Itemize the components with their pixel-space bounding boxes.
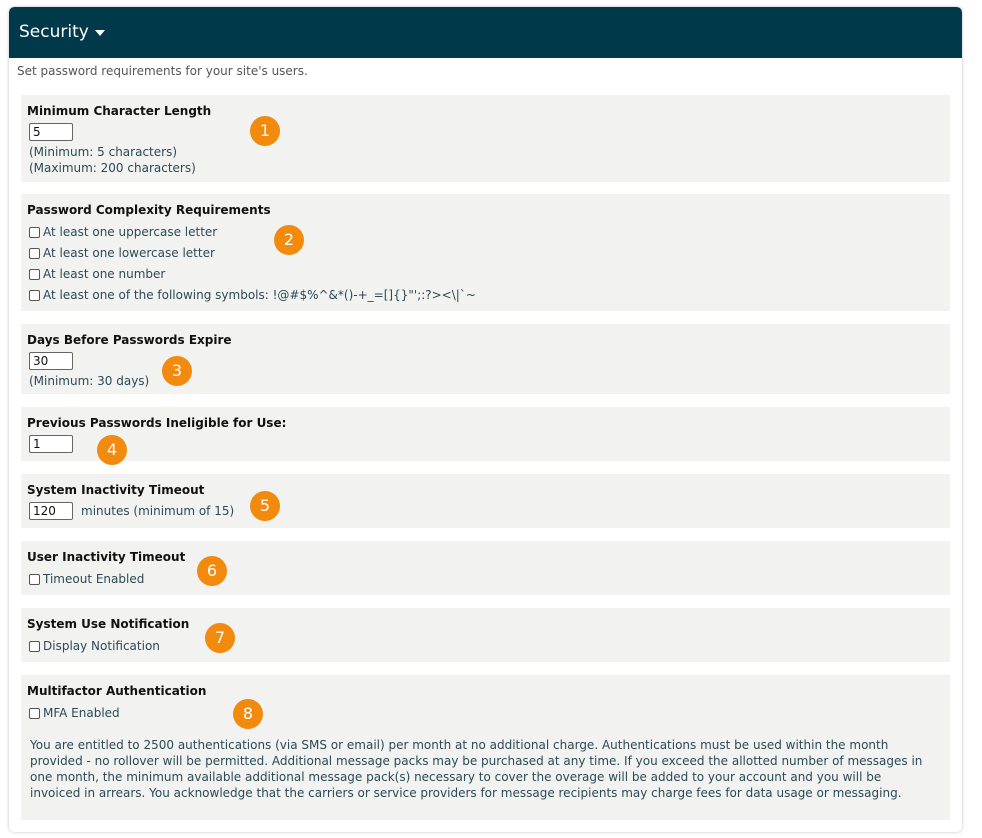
expire-days-input[interactable] bbox=[29, 352, 73, 370]
checkbox-number[interactable] bbox=[29, 267, 165, 281]
expire-label: Days Before Passwords Expire bbox=[27, 333, 232, 347]
checkbox-box[interactable] bbox=[29, 269, 40, 280]
checkbox-box[interactable] bbox=[29, 574, 40, 585]
step-badge-3: 3 bbox=[162, 356, 192, 386]
section-expire bbox=[21, 324, 950, 394]
mfa-description: You are entitled to 2500 authentications (via SMS or email) per month at no additional charge. Authentications must be used within the month provided - no rollover will be permitted. Additional message packs may be purchased at any time. If you exceed the allotted number of messages in one month, the minimum available additional message pack(s) necessary to cover the overage will be added to your account and you will be invoiced in arrears. You acknowledge that the carriers or service providers for message recipients may charge fees for data usage or messaging. bbox=[30, 738, 923, 800]
page-title: Security bbox=[19, 22, 89, 42]
checkbox-timeout-enabled[interactable] bbox=[29, 572, 144, 586]
checkbox-symbol-label: At least one of the following symbols: !@#$%^&*()-+_=[]{}"';:?><\|`~ bbox=[43, 288, 476, 302]
previous-passwords-input[interactable] bbox=[29, 435, 73, 453]
checkbox-box[interactable] bbox=[29, 290, 40, 301]
step-badge-8: 8 bbox=[233, 699, 263, 729]
security-dropdown[interactable] bbox=[19, 22, 105, 42]
notification-label: System Use Notification bbox=[27, 617, 190, 631]
system-timeout-suffix: minutes (minimum of 15) bbox=[81, 504, 235, 518]
checkbox-box[interactable] bbox=[29, 641, 40, 652]
page-subtitle: Set password requirements for your site's users. bbox=[17, 64, 308, 78]
min-length-input[interactable] bbox=[29, 123, 73, 141]
checkbox-uppercase[interactable] bbox=[29, 225, 217, 239]
step-badge-2: 2 bbox=[274, 225, 304, 255]
mfa-label: Multifactor Authentication bbox=[27, 684, 207, 698]
previous-label: Previous Passwords Ineligible for Use: bbox=[27, 416, 287, 430]
checkbox-lowercase[interactable] bbox=[29, 246, 215, 260]
min-length-label: Minimum Character Length bbox=[27, 104, 212, 118]
complexity-label: Password Complexity Requirements bbox=[27, 203, 271, 217]
caret-down-icon bbox=[95, 30, 105, 36]
section-previous bbox=[21, 407, 950, 461]
checkbox-symbol[interactable] bbox=[29, 288, 476, 302]
checkbox-display-notification-label: Display Notification bbox=[43, 639, 160, 653]
user-timeout-label: User Inactivity Timeout bbox=[27, 550, 186, 564]
section-user-timeout bbox=[21, 541, 950, 595]
section-system-timeout bbox=[21, 474, 950, 528]
checkbox-number-label: At least one number bbox=[43, 267, 166, 281]
section-notification bbox=[21, 608, 950, 662]
expire-hint: (Minimum: 30 days) bbox=[29, 374, 150, 388]
checkbox-box[interactable] bbox=[29, 248, 40, 259]
section-min-length bbox=[21, 95, 950, 182]
security-panel bbox=[9, 7, 962, 832]
section-complexity bbox=[21, 194, 950, 311]
system-timeout-input[interactable] bbox=[29, 502, 73, 520]
min-length-hint-max: (Maximum: 200 characters) bbox=[29, 161, 196, 175]
checkbox-lowercase-label: At least one lowercase letter bbox=[43, 246, 215, 260]
checkbox-display-notification[interactable] bbox=[29, 639, 160, 653]
panel-header bbox=[9, 7, 962, 58]
section-mfa bbox=[21, 675, 950, 820]
checkbox-uppercase-label: At least one uppercase letter bbox=[43, 225, 218, 239]
system-timeout-label: System Inactivity Timeout bbox=[27, 483, 205, 497]
checkbox-box[interactable] bbox=[29, 708, 40, 719]
step-badge-7: 7 bbox=[205, 623, 235, 653]
checkbox-box[interactable] bbox=[29, 227, 40, 238]
min-length-hint-min: (Minimum: 5 characters) bbox=[29, 145, 177, 159]
step-badge-5: 5 bbox=[250, 491, 280, 521]
step-badge-6: 6 bbox=[197, 556, 227, 586]
checkbox-mfa-enabled-label: MFA Enabled bbox=[43, 706, 120, 720]
step-badge-4: 4 bbox=[97, 435, 127, 465]
step-badge-1: 1 bbox=[250, 116, 280, 146]
checkbox-mfa-enabled[interactable] bbox=[29, 706, 120, 720]
checkbox-timeout-enabled-label: Timeout Enabled bbox=[43, 572, 145, 586]
